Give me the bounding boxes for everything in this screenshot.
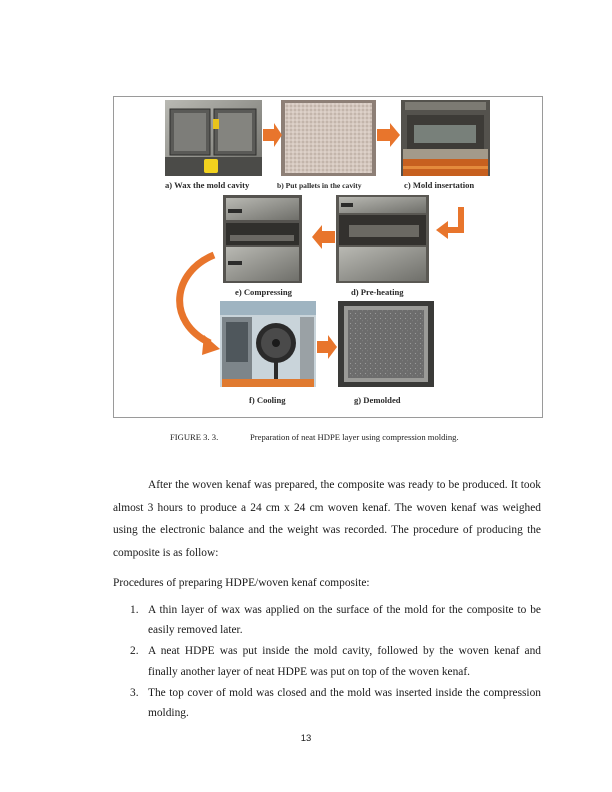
caption-a: a) Wax the mold cavity [165,180,250,190]
arrow-b-to-c [377,123,400,147]
arrow-e-to-f [180,255,220,355]
procedure-step [113,600,541,640]
figure-frame [113,96,543,418]
caption-b: b) Put pallets in the cavity [277,181,362,190]
procedure-step [113,683,541,723]
body-paragraph: After the woven kenaf was prepared, the composite was ready to be produced. It took almost 3 hours to produce a 24 cm x 24 cm woven kenaf. The woven kenaf was weighed using the electronic balance and the weight was recorded. The procedure of producing the composite is as follow: [113,479,541,559]
step-number: 3. [130,686,139,699]
photo-wax-mold [165,100,262,176]
arrow-a-to-b [263,123,282,147]
figure-title: Preparation of neat HDPE layer using compression molding. [250,432,459,442]
caption-f: f) Cooling [249,395,286,405]
photo-compressing [223,195,302,283]
figure-number: FIGURE 3. 3. [170,432,219,442]
photo-mold-insertation [401,100,490,176]
photo-pre-heating [336,195,429,283]
figure-illustration [114,97,544,419]
photo-pellets [281,100,376,176]
caption-d: d) Pre-heating [351,287,404,297]
step-text: A neat HDPE was put inside the mold cavity, followed by the woven kenaf and finally another layer of neat HDPE was put on top of the woven kenaf. [148,645,541,678]
step-text: The top cover of mold was closed and the mold was inserted inside the compression molding. [148,686,541,720]
figure-caption [170,432,459,442]
procedure-heading: Procedures of preparing HDPE/woven kenaf composite: [113,577,370,589]
step-text: A thin layer of wax was applied on the surface of the mold for the composite to be easily removed later. [148,604,541,637]
procedure-step [113,641,541,681]
step-number: 1. [130,604,139,616]
caption-g: g) Demolded [354,395,401,405]
arrow-f-to-g [317,335,337,359]
arrow-c-to-d [436,207,464,239]
arrow-d-to-e [312,225,335,249]
caption-c: c) Mold insertation [404,180,475,190]
caption-e: e) Compressing [235,287,292,297]
step-number: 2. [130,645,139,658]
procedure-list [113,600,541,724]
page-number: 13 [300,733,312,744]
photo-demolded [338,301,434,387]
photo-cooling [220,301,316,387]
